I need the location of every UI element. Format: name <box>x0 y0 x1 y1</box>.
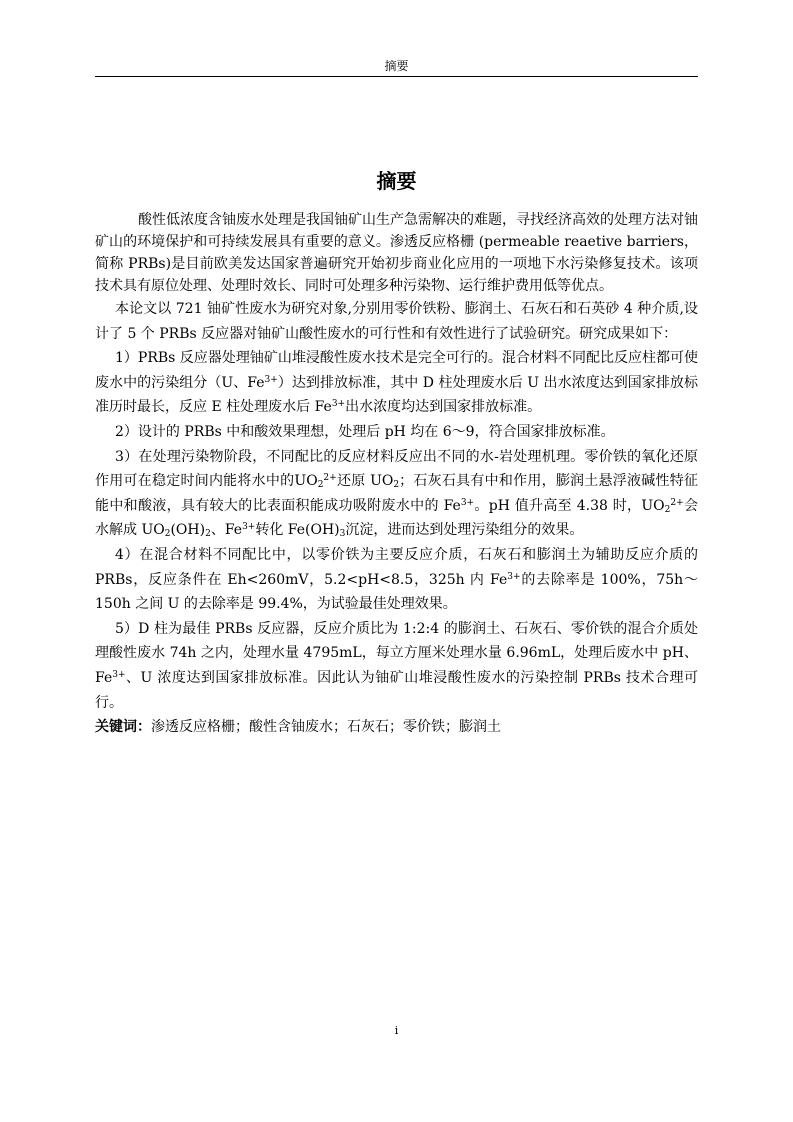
abstract-scope-paragraph: 本论文以 721 铀矿性废水为研究对象,分别用零价铁粉、膨润土、石灰石和石英砂 4 种介质,设计了 5 个 PRBs 反应器对铀矿山酸性废水的可行性和有效性进行了试验研究。研究成果如下： <box>95 301 698 342</box>
result-3-text-d: 。pH 值升高至 4.38 时，UO <box>474 497 665 514</box>
result-3-sup-3: 2+ <box>670 497 684 508</box>
page-title: 摘要 <box>376 169 417 193</box>
result-3-text-f: (OH) <box>170 522 206 539</box>
result-4-text-b: 的去除率是 100%，75h～150h 之间 U 的去除率是 99.4%，为试验最佳处理效果。 <box>95 571 698 613</box>
keywords-line <box>95 715 698 740</box>
result-1-sup-2: 3+ <box>331 399 346 410</box>
result-5-paragraph <box>95 617 698 715</box>
keywords-label: 关键词： <box>95 719 151 736</box>
result-1-text-c: 出水浓度均达到国家排放标准。 <box>345 399 542 416</box>
result-3-sub-1: 2 <box>317 480 324 491</box>
result-5-text-b: 、U 浓度达到国家排放标准。因此认为铀矿山堆浸酸性废水的污染控制 PRBs 技术合理可行。 <box>95 669 698 711</box>
result-3-text-a: 3）在处理污染物阶段，不同配比的反应材料反应出不同的水-岩处理机理。零价铁的氧化还原作用可在稳定时间内能将水中的UO <box>95 448 698 490</box>
result-1-text-a: 1）PRBs 反应器处理铀矿山堆浸酸性废水技术是完全可行的。混合材料不同配比反应柱都可使废水中的污染组分（U、Fe <box>95 350 698 391</box>
result-3-text-b: 还原 UO <box>336 473 394 490</box>
result-3-sup-1: 2+ <box>323 473 337 484</box>
page-number: i <box>394 1024 399 1037</box>
result-1-text-b: ）达到排放标准，其中 D 柱处理废水后 U 出水浓度达到国家排放标准历时最长，反应 E 柱处理废水后 Fe <box>95 374 698 416</box>
result-1-sup-1: 3+ <box>264 374 278 385</box>
result-3-sub-5: 2 <box>205 529 211 540</box>
result-3-sub-4: 2 <box>164 529 171 540</box>
keywords-text: 渗透反应格栅；酸性含铀废水；石灰石；零价铁；膨润土 <box>151 719 501 736</box>
result-3-sub-6: 3 <box>339 529 346 540</box>
result-3-paragraph <box>95 445 698 543</box>
result-3-sup-4: 3+ <box>242 522 256 533</box>
abstract-body <box>95 209 698 740</box>
result-3-text-e: 会水解成 UO <box>95 497 698 539</box>
header-rule <box>95 76 698 77</box>
result-4-sup-1: 3+ <box>507 571 521 582</box>
result-1-paragraph <box>95 346 698 420</box>
result-3-text-g: 、Fe <box>210 522 243 539</box>
result-3-text-h: 转化 Fe(OH) <box>255 522 340 539</box>
result-2-paragraph: 2）设计的 PRBs 中和酸效果理想，处理后 pH 均在 6～9，符合国家排放标准。 <box>115 423 615 440</box>
result-5-text-a: 5）D 柱为最佳 PRBs 反应器，反应介质比为 1:2:4 的膨润土、石灰石、零价铁的混合介质处理酸性废水 74h 之内，处理水量 4795mL，每立方厘米处理水量 6.96mL，处理后废水中 pH、Fe <box>95 620 698 686</box>
result-3-sub-3: 2 <box>664 504 671 515</box>
abstract-intro-paragraph: 酸性低浓度含铀废水处理是我国铀矿山生产急需解决的难题，寻找经济高效的处理方法对铀矿山的环境保护和可持续发展具有重要的意义。渗透反应格栅 (permeable reaetive barriers，简称 PRBs)是目前欧美发达国家普遍研究开始初步商业化应用的一项地下水污染修复技术。该项技术具有原位处理、处理时效长、同时可处理多种污染物、运行维护费用低等优点。 <box>95 212 698 294</box>
result-5-sup-1: 3+ <box>112 669 126 680</box>
result-3-text-i: 沉淀，进而达到处理污染组分的效果。 <box>345 522 584 539</box>
running-header: 摘要 <box>384 59 409 73</box>
result-4-paragraph <box>95 543 698 617</box>
result-3-text-c: ；石灰石具有中和作用，膨润土悬浮液碱性特征能中和酸液，具有较大的比表面积能成功吸附废水中的 Fe <box>95 473 698 514</box>
result-4-text-a: 4）在混合材料不同配比中，以零价铁为主要反应介质，石灰石和膨润土为辅助反应介质的 PRBs，反应条件在 Eh<260mV，5.2<pH<8.5，325h 内 Fe <box>95 546 698 588</box>
result-3-sub-2: 2 <box>393 480 400 491</box>
result-3-sup-2: 3+ <box>460 497 475 508</box>
